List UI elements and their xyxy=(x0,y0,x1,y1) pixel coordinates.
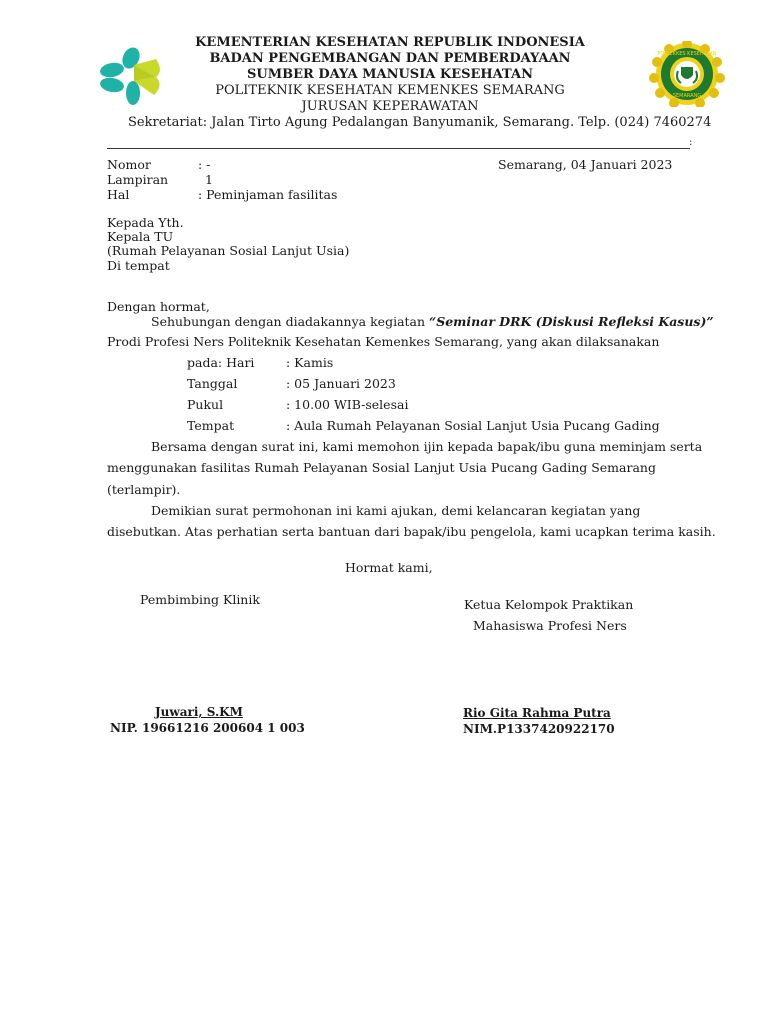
detail-date-value: : 05 Januari 2023 xyxy=(286,376,396,391)
detail-day-value: : Kamis xyxy=(286,355,334,370)
left-signatory-title: Pembimbing Klinik xyxy=(140,592,260,607)
header-divider xyxy=(107,148,690,149)
paragraph-1-line-2: Prodi Profesi Ners Politeknik Kesehatan Kemenkes Semarang, yang akan dilaksanakan xyxy=(107,334,660,349)
right-signatory-title-2: Mahasiswa Profesi Ners xyxy=(473,618,627,633)
lampiran-value: 1 xyxy=(205,172,213,187)
detail-place-label: Tempat xyxy=(187,418,235,433)
closing-regards: Hormat kami, xyxy=(345,560,433,575)
detail-time-label: Pukul xyxy=(187,397,224,412)
kemenkes-logo xyxy=(98,45,168,107)
paragraph-1-line-1 xyxy=(151,314,714,329)
header-divider-tail: : xyxy=(689,137,693,148)
header-agency: BADAN PENGEMBANGAN DAN PEMBERDAYAAN xyxy=(209,51,571,66)
left-signatory-id: NIP. 19661216 200604 1 003 xyxy=(110,721,305,735)
lampiran-label: Lampiran xyxy=(107,172,169,187)
right-signatory-title-1: Ketua Kelompok Praktikan xyxy=(464,597,634,612)
recipient-location: Di tempat xyxy=(107,258,170,273)
recipient-title: Kepala TU xyxy=(107,229,174,244)
nomor-value: : - xyxy=(198,157,211,172)
right-signatory-id: NIM.P1337420922170 xyxy=(463,722,615,736)
left-signatory-name: Juwari, S.KM xyxy=(155,705,243,719)
nomor-label: Nomor xyxy=(107,157,151,172)
detail-time-value: : 10.00 WIB-selesai xyxy=(286,397,409,412)
hal-label: Hal xyxy=(107,187,130,202)
event-name: “Seminar DRK (Diskusi Refleksi Kasus)” xyxy=(429,314,714,329)
paragraph-3-line-1: Demikian surat permohonan ini kami ajukan, demi kelancaran kegiatan yang xyxy=(151,503,641,518)
paragraph-2-line-3: (terlampir). xyxy=(107,482,181,497)
right-signatory-name: Rio Gita Rahma Putra xyxy=(463,706,611,720)
header-department: JURUSAN KEPERAWATAN xyxy=(301,99,479,114)
seal-text-bottom: SEMARANG xyxy=(672,93,702,99)
header-ministry: KEMENTERIAN KESEHATAN REPUBLIK INDONESIA xyxy=(195,35,585,50)
hal-value: : Peminjaman fasilitas xyxy=(198,187,338,202)
recipient-institution: (Rumah Pelayanan Sosial Lanjut Usia) xyxy=(107,243,350,258)
paragraph-2-line-1: Bersama dengan surat ini, kami memohon ijin kepada bapak/ibu guna meminjam serta xyxy=(151,439,703,454)
seal-text-top: POLTEKKES KESEHATAN xyxy=(657,51,717,57)
header-address: Sekretariat: Jalan Tirto Agung Pedalangan Banyumanik, Semarang. Telp. (024) 7460274 xyxy=(128,115,712,130)
header-agency-sub: SUMBER DAYA MANUSIA KESEHATAN xyxy=(247,67,533,82)
paragraph-2-line-2: menggunakan fasilitas Rumah Pelayanan Sosial Lanjut Usia Pucang Gading Semarang xyxy=(107,460,656,475)
detail-day-label: pada: Hari xyxy=(187,355,255,370)
detail-place-value: : Aula Rumah Pelayanan Sosial Lanjut Usia Pucang Gading xyxy=(286,418,660,433)
recipient-salutation: Kepada Yth. xyxy=(107,215,184,230)
place-date: Semarang, 04 Januari 2023 xyxy=(498,157,673,172)
greeting: Dengan hormat, xyxy=(107,299,210,314)
paragraph-3-line-2: disebutkan. Atas perhatian serta bantuan dari bapak/ibu pengelola, kami ucapkan terima kasih. xyxy=(107,524,716,539)
detail-date-label: Tanggal xyxy=(187,376,238,391)
poltekkes-seal-logo xyxy=(647,41,727,107)
paragraph-1-start: Sehubungan dengan diadakannya kegiatan xyxy=(151,314,430,329)
header-institution: POLITEKNIK KESEHATAN KEMENKES SEMARANG xyxy=(215,83,565,98)
